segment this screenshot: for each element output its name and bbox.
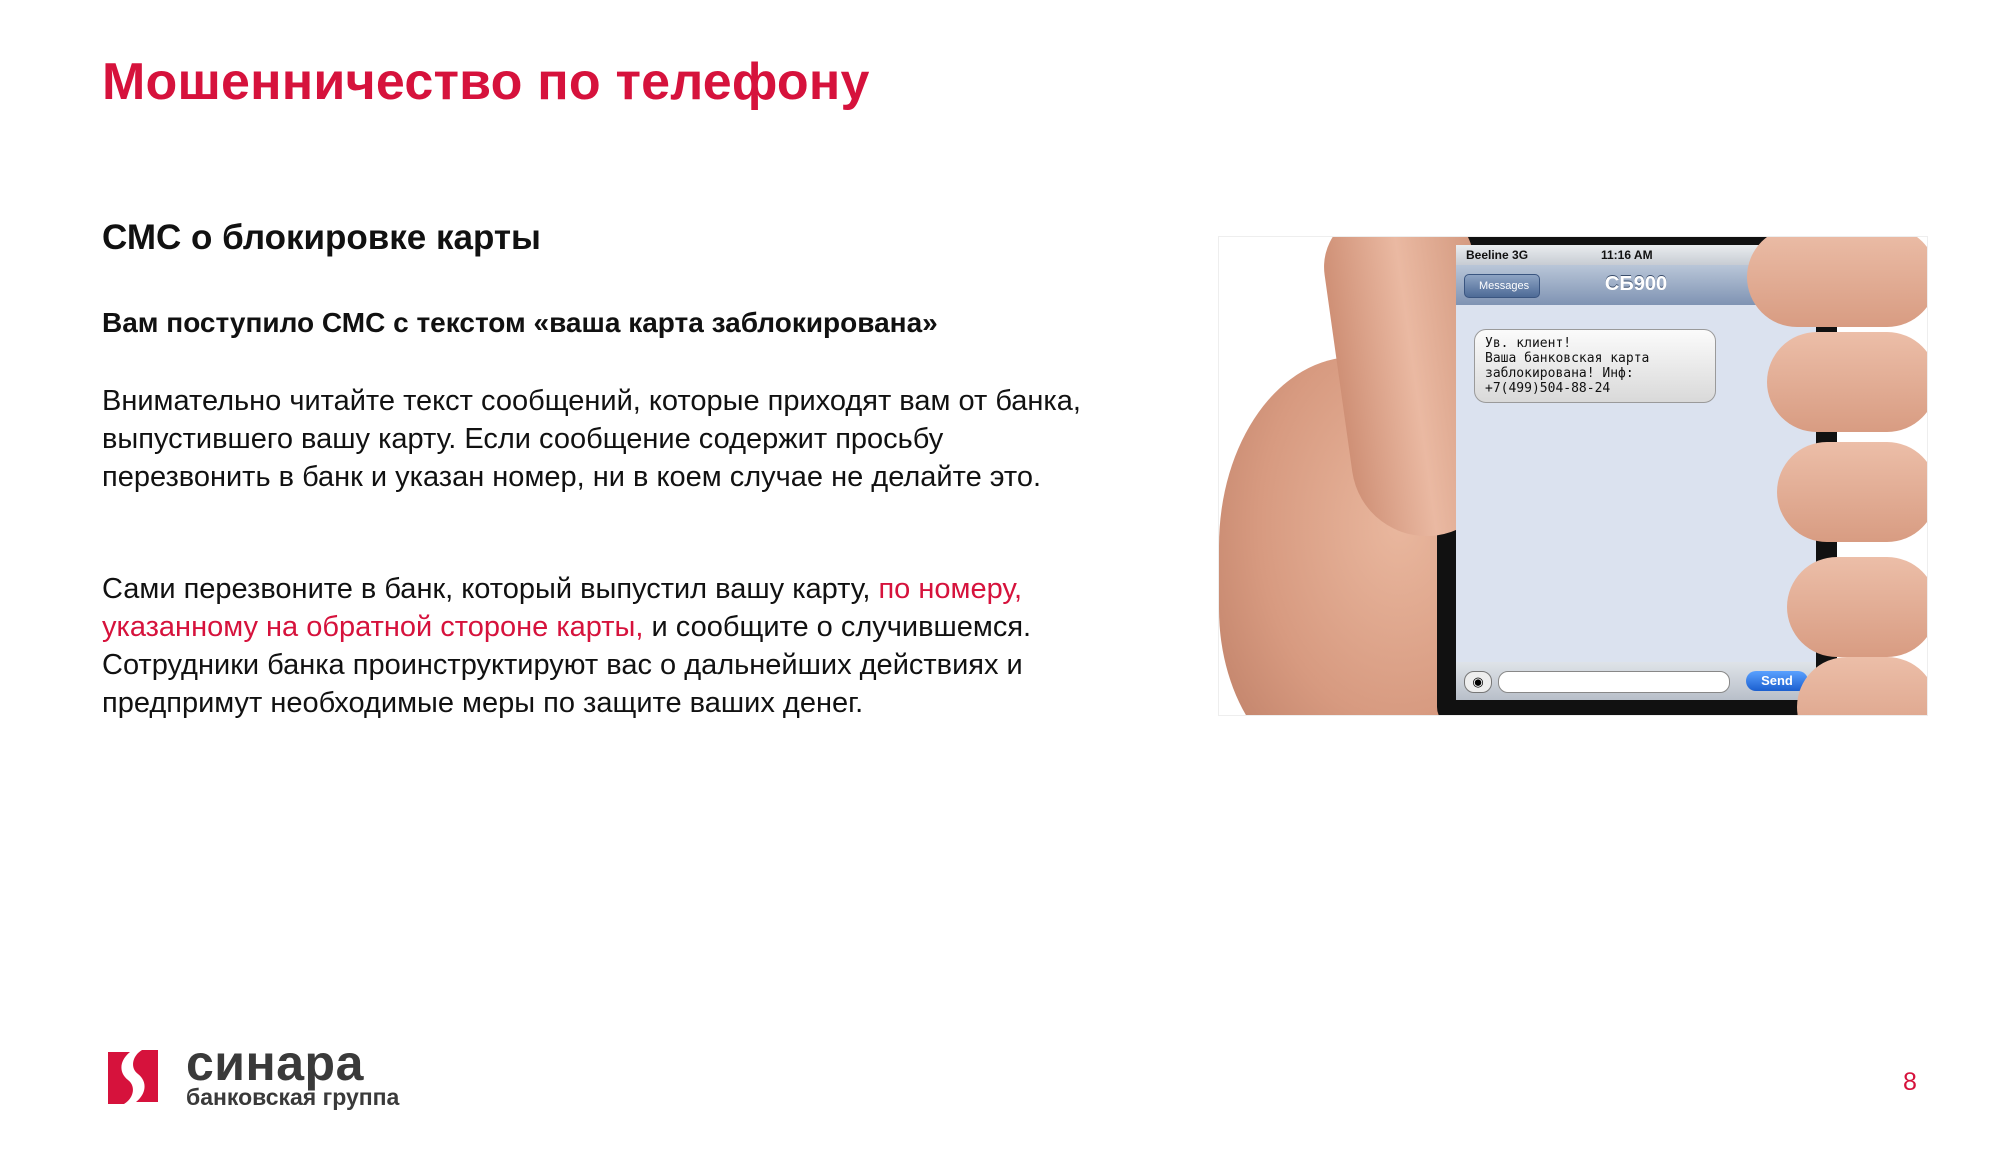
hand-finger: [1787, 557, 1928, 657]
section-subtitle: СМС о блокировке карты: [102, 218, 541, 257]
message-input: [1498, 671, 1730, 693]
hand-finger: [1767, 332, 1928, 432]
send-button: Send: [1746, 671, 1808, 691]
conversation-sender: СБ900: [1604, 273, 1668, 295]
paragraph-1: Внимательно читайте текст сообщений, которые приходят вам от банка, выпустившего вашу карту. Если сообщение содержит просьбу перезвонить в банк и указан номер, ни в коем случае не делайте это.: [102, 385, 1081, 493]
hand-finger: [1777, 442, 1928, 542]
status-time: 11:16 AM: [1601, 248, 1653, 262]
sinara-logo-icon: [104, 1048, 162, 1106]
sms-bubble: Ув. клиент! Ваша банковская карта заблокирована! Инф: +7(499)504-88-24: [1474, 329, 1716, 403]
paragraph-2-start: Сами перезвоните в банк, который выпустил вашу карту,: [102, 573, 879, 605]
paragraph-2-highlight: по номеру, указанному на обратной стороне карты,: [102, 573, 1023, 643]
lead-text: Вам поступило СМС с текстом «ваша карта заблокирована»: [102, 307, 938, 338]
hand-finger: [1747, 236, 1928, 327]
page-number: 8: [1903, 1068, 1917, 1096]
paragraph-2: [102, 570, 1082, 722]
logo-name: синара: [186, 1035, 364, 1091]
camera-icon: ◉: [1464, 671, 1492, 693]
message-composer: [1456, 662, 1816, 700]
logo-tagline: банковская группа: [186, 1084, 400, 1110]
status-carrier: Beeline 3G: [1466, 248, 1529, 262]
phone-photo: [1218, 236, 1928, 716]
page-title: Мошенничество по телефону: [102, 53, 870, 111]
paragraph-2-end: и сообщите о случившемся. Сотрудники банка проинструктируют вас о дальнейших действиях и предпримут необходимые меры по защите ваших денег.: [102, 611, 1032, 719]
messages-back-button: Messages: [1464, 274, 1540, 298]
hand-finger: [1797, 657, 1928, 716]
